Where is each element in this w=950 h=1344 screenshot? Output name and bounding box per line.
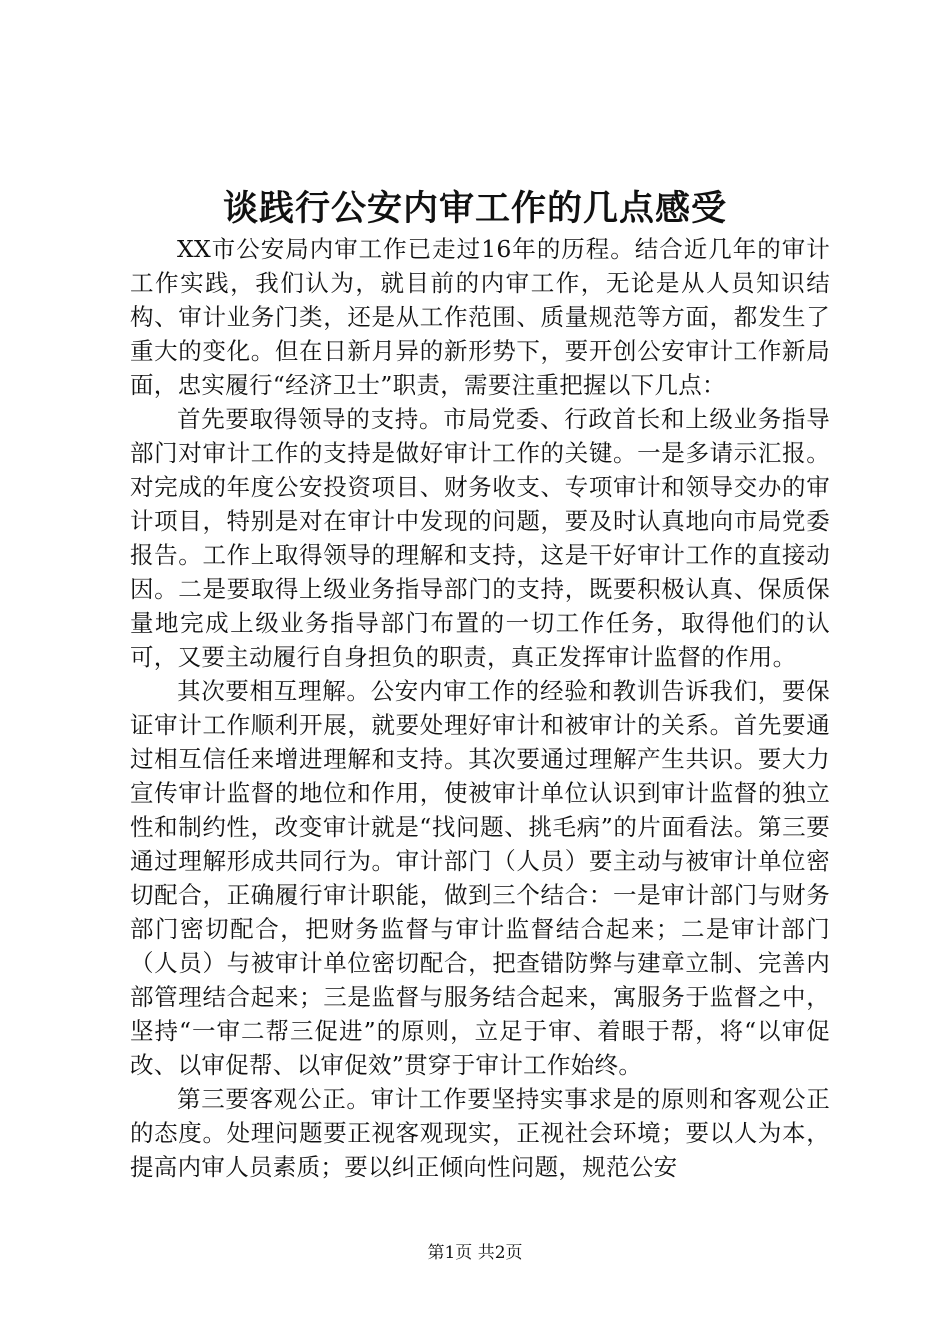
paragraph-leadership-support: 首先要取得领导的支持。市局党委、行政首长和上级业务指导部门对审计工作的支持是做好审计工作的关键。一是多请示汇报。对完成的年度公安投资项目、财务收支、专项审计和领导交办的审计项目，特别是对在审计中发现的问题，要及时认真地向市局党委报告。工作上取得领导的理解和支持，这是干好审计工作的直接动因。二是要取得上级业务指导部门的支持，既要积极认真、保质保量地完成上级业务指导部门布置的一切工作任务，取得他们的认可，又要主动履行自身担负的职责，真正发挥审计监督的作用。 (130, 405, 830, 671)
paragraph-intro: XX市公安局内审工作已走过16年的历程。结合近几年的审计工作实践，我们认为，就目前的内审工作，无论是从人员知识结构、审计业务门类，还是从工作范围、质量规范等方面，都发生了重大的变化。但在日新月异的新形势下，要开创公安审计工作新局面，忠实履行“经济卫士”职责，需要注重把握以下几点： (130, 235, 830, 399)
paragraph-mutual-understanding: 其次要相互理解。公安内审工作的经验和教训告诉我们，要保证审计工作顺利开展，就要处理好审计和被审计的关系。首先要通过相互信任来增进理解和支持。其次要通过理解产生共识。要大力宣传审计监督的地位和作用，使被审计单位认识到审计监督的独立性和制约性，改变审计就是“找问题、挑毛病”的片面看法。第三要通过理解形成共同行为。审计部门（人员）要主动与被审计单位密切配合，正确履行审计职能，做到三个结合：一是审计部门与财务部门密切配合，把财务监督与审计监督结合起来；二是审计部门（人员）与被审计单位密切配合，把查错防弊与建章立制、完善内部管理结合起来；三是监督与服务结合起来，寓服务于监督之中，坚持“一审二帮三促进”的原则，立足于审、着眼于帮，将“以审促改、以审促帮、以审促效”贯穿于审计工作始终。 (130, 677, 830, 1079)
document-title: 谈践行公安内审工作的几点感受 (222, 188, 727, 229)
paragraph-objectivity: 第三要客观公正。审计工作要坚持实事求是的原则和客观公正的态度。处理问题要正视客观现实，正视社会环境；要以人为本，提高内审人员素质；要以纠正倾向性问题，规范公安 (130, 1085, 830, 1181)
document-body (130, 232, 830, 1184)
page-number-footer: 第1页 共2页 (427, 1243, 523, 1263)
